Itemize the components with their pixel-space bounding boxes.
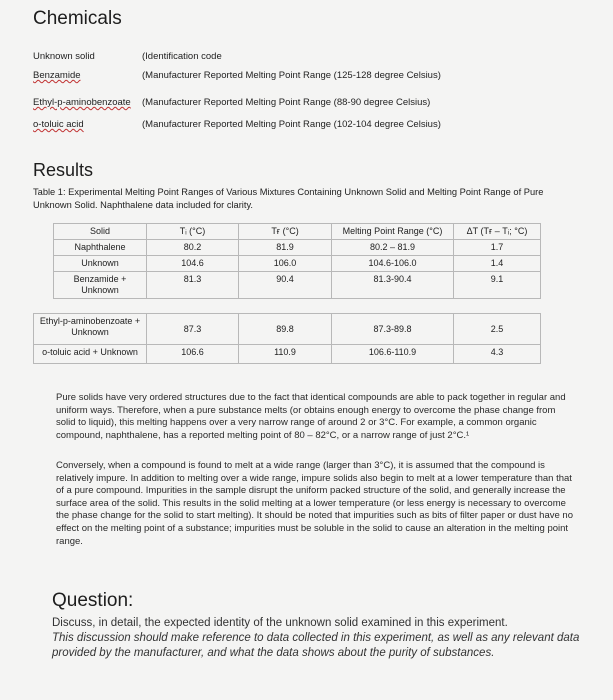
cell-delta: 1.7 (454, 240, 541, 256)
header-solid: Solid (54, 224, 147, 240)
cell-ti: 80.2 (147, 240, 239, 256)
results-table-wrap-2 (33, 313, 541, 364)
table-row (34, 314, 541, 345)
paragraph-impure-solids: Conversely, when a compound is found to melt at a wide range (larger than 3°C), it is assumed that the compound is relatively impure. In addition to melting over a wide range, impure solids also begin to melt at a lower temperature than that of a pure compound. Impurities in the sample disrupt the uniform packed structure of the solid, and generally increase the surface area of the solid. This results in the solid melting at a lower temperature (or less energy is necessary to overcome the phase change for the solid to start melting). It should be noted that impurities such as bits of filter paper or dust have no effect on the melting point of a substance; impurities must be soluble in the solid to cause an alteration in the melting point range. (56, 460, 573, 547)
chem-name-toluic: o-toluic acid (33, 119, 84, 130)
chem-desc-benzamide: (Manufacturer Reported Melting Point Range (125-128 degree Celsius) (142, 70, 441, 81)
cell-range: 87.3-89.8 (332, 314, 454, 345)
results-table-wrap (53, 223, 541, 299)
chem-desc-toluic: (Manufacturer Reported Melting Point Range (102-104 degree Celsius) (142, 119, 441, 130)
cell-solid: Ethyl-p-aminobenzoate + Unknown (34, 314, 147, 345)
cell-ti: 87.3 (147, 314, 239, 345)
question-line-2: This discussion should make reference to data collected in this experiment, as well as any relevant data provided by the manufacturer, and what the data shows about the purity of substances. (52, 632, 580, 659)
question-line-1: Discuss, in detail, the expected identity of the unknown solid examined in this experiment. (52, 617, 508, 629)
cell-tf: 106.0 (239, 256, 332, 272)
chem-desc-unknown: (Identification code (142, 51, 222, 62)
cell-range: 104.6-106.0 (332, 256, 454, 272)
chemicals-title: Chemicals (33, 8, 122, 29)
cell-tf: 81.9 (239, 240, 332, 256)
cell-solid: Naphthalene (54, 240, 147, 256)
cell-ti: 104.6 (147, 256, 239, 272)
cell-delta: 1.4 (454, 256, 541, 272)
chem-desc-ethyl: (Manufacturer Reported Melting Point Range (88-90 degree Celsius) (142, 97, 431, 108)
question-heading: Question: (52, 590, 134, 611)
table-header-row (54, 224, 541, 240)
results-heading: Results (33, 160, 94, 180)
cell-range: 80.2 – 81.9 (332, 240, 454, 256)
paragraph-pure-solids: Pure solids have very ordered structures due to the fact that identical compounds are able to pack together in regular and uniform ways. Therefore, when a pure substance melts (or obtains enough energy to overcome the phase change from solid to liquid), this melting happens over a very narrow range of around 2 or 3°C. For example, a common organic compound, naphthalene, has a reported melting point of 80 – 82°C, or a narrow range of just 2°C.¹ (56, 392, 566, 441)
table-caption: Table 1: Experimental Melting Point Ranges of Various Mixtures Containing Unknown Solid and Melting Point Range of Pure Unknown Solid. Naphthalene data included for clarity. (33, 187, 544, 210)
cell-delta: 2.5 (454, 314, 541, 345)
results-table-lower (33, 313, 541, 364)
table-row (34, 345, 541, 364)
header-ti: Tᵢ (°C) (147, 224, 239, 240)
header-tf: Tғ (°C) (239, 224, 332, 240)
cell-tf: 89.8 (239, 314, 332, 345)
header-range: Melting Point Range (°C) (332, 224, 454, 240)
cell-ti: 81.3 (147, 272, 239, 299)
results-table (53, 223, 541, 299)
cell-solid: o-toluic acid + Unknown (34, 345, 147, 364)
cell-range: 81.3-90.4 (332, 272, 454, 299)
cell-delta: 9.1 (454, 272, 541, 299)
table-row (54, 240, 541, 256)
table-row (54, 256, 541, 272)
cell-tf: 110.9 (239, 345, 332, 364)
table-row (54, 272, 541, 299)
cell-solid: Benzamide + Unknown (54, 272, 147, 299)
cell-ti: 106.6 (147, 345, 239, 364)
chem-name-unknown: Unknown solid (33, 51, 95, 62)
cell-range: 106.6-110.9 (332, 345, 454, 364)
header-delta: ΔT (Tғ – Tᵢ; °C) (454, 224, 541, 240)
cell-tf: 90.4 (239, 272, 332, 299)
chem-name-ethyl: Ethyl-p-aminobenzoate (33, 97, 131, 108)
chem-name-benzamide: Benzamide (33, 70, 81, 81)
cell-solid: Unknown (54, 256, 147, 272)
cell-delta: 4.3 (454, 345, 541, 364)
